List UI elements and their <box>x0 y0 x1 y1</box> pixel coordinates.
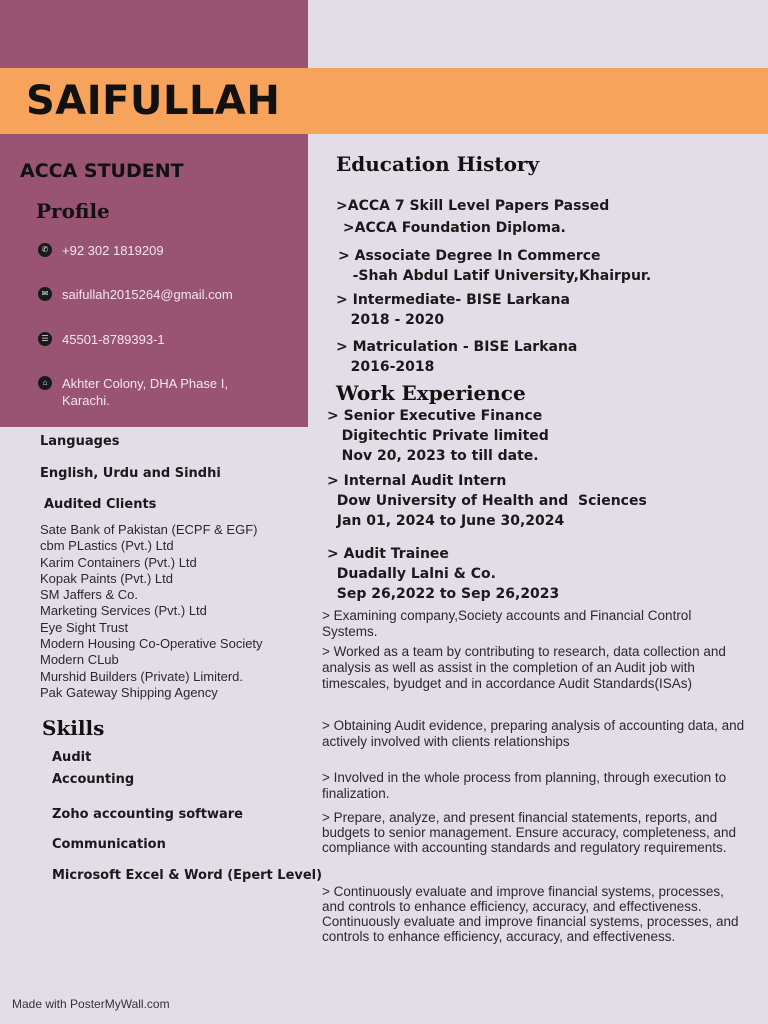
list-item: Karim Containers (Pvt.) Ltd <box>40 554 197 570</box>
list-item: Modern Housing Co-Operative Society <box>40 636 263 652</box>
contact-phone <box>38 242 164 259</box>
education-item: >ACCA 7 Skill Level Papers Passed <box>336 198 610 214</box>
duty-paragraph: > Involved in the whole process from planning, through execution to finalization. <box>322 770 727 801</box>
list-item: Murshid Builders (Private) Limiterd. <box>40 668 244 684</box>
candidate-name: SAIFULLAH <box>26 78 281 124</box>
duty-paragraph: > Prepare, analyze, and present financial statements, reports, and budgets to senior management. Ensure accuracy, completeness, and compliance with accounting standards and regulatory requirements. <box>322 810 736 855</box>
profile-heading: Profile <box>36 199 110 223</box>
list-item: Sate Bank of Pakistan (ECPF & EGF) <box>40 522 258 537</box>
skills-heading: Skills <box>42 716 105 740</box>
languages-label: Languages <box>40 434 120 449</box>
phone-icon: ✆ <box>38 243 52 257</box>
education-item: > Associate Degree In Commerce -Shah Abdul Latif University,Khairpur. <box>338 248 652 284</box>
id-text: 45501-8789393-1 <box>62 332 165 347</box>
work-heading: Work Experience <box>336 381 526 405</box>
contact-email <box>38 286 233 303</box>
duty-paragraph: > Continuously evaluate and improve financial systems, processes, and controls to enhance efficiency, accuracy, and effectiveness. Continuously evaluate and improve financial systems, processes, and controls to enhance efficiency, accuracy, and effectiveness. <box>322 884 739 944</box>
skill-item: Communication <box>52 837 166 852</box>
phone-text: +92 302 1819209 <box>62 243 164 258</box>
contact-address <box>38 375 228 409</box>
clients-label: Audited Clients <box>44 497 157 512</box>
id-card-icon: ☰ <box>38 332 52 346</box>
skill-item: Microsoft Excel & Word (Epert Level) <box>52 868 323 883</box>
address-text: Akhter Colony, DHA Phase I, Karachi. <box>62 376 228 408</box>
clients-list <box>40 522 263 701</box>
skill-item: Audit <box>52 750 92 765</box>
skill-item: Accounting <box>52 772 135 787</box>
education-item: >ACCA Foundation Diploma. <box>338 220 566 236</box>
education-item: > Matriculation - BISE Larkana 2016-2018 <box>336 339 578 375</box>
education-item: > Intermediate- BISE Larkana 2018 - 2020 <box>336 292 570 328</box>
languages-value: English, Urdu and Sindhi <box>40 466 221 481</box>
education-heading: Education History <box>336 152 540 176</box>
list-item: Marketing Services (Pvt.) Ltd <box>40 603 207 619</box>
duty-paragraph: > Examining company,Society accounts and Financial Control Systems. <box>322 608 692 639</box>
contact-id <box>38 331 165 348</box>
list-item: SM Jaffers & Co. <box>40 587 139 603</box>
work-item: > Senior Executive Finance Digitechtic Private limited Nov 20, 2023 to till date. <box>327 408 549 464</box>
email-icon: ✉ <box>38 287 52 301</box>
list-item: cbm PLastics (Pvt.) Ltd <box>40 538 174 554</box>
list-item: Modern CLub <box>40 652 119 668</box>
footer-credit: Made with PosterMyWall.com <box>12 997 170 1011</box>
duty-paragraph: > Worked as a team by contributing to research, data collection and analysis as well as assist in the completion of an Audit job with timescales, byudget and in accordance Audit Standards(ISAs) <box>322 644 726 691</box>
list-item: Pak Gateway Shipping Agency <box>40 684 218 700</box>
location-icon: ⌂ <box>38 376 52 390</box>
skill-item: Zoho accounting software <box>52 807 244 822</box>
work-item: > Internal Audit Intern Dow University of Health and Sciences Jan 01, 2024 to June 30,2024 <box>327 473 647 529</box>
work-item: > Audit Trainee Duadally Lalni & Co. Sep 26,2022 to Sep 26,2023 <box>327 546 560 602</box>
duty-paragraph: > Obtaining Audit evidence, preparing analysis of accounting data, and actively involved with clients relationships <box>322 718 745 749</box>
job-title: ACCA STUDENT <box>20 160 184 182</box>
list-item: Eye Sight Trust <box>40 619 129 635</box>
email-text: saifullah2015264@gmail.com <box>62 287 233 302</box>
list-item: Kopak Paints (Pvt.) Ltd <box>40 570 173 586</box>
